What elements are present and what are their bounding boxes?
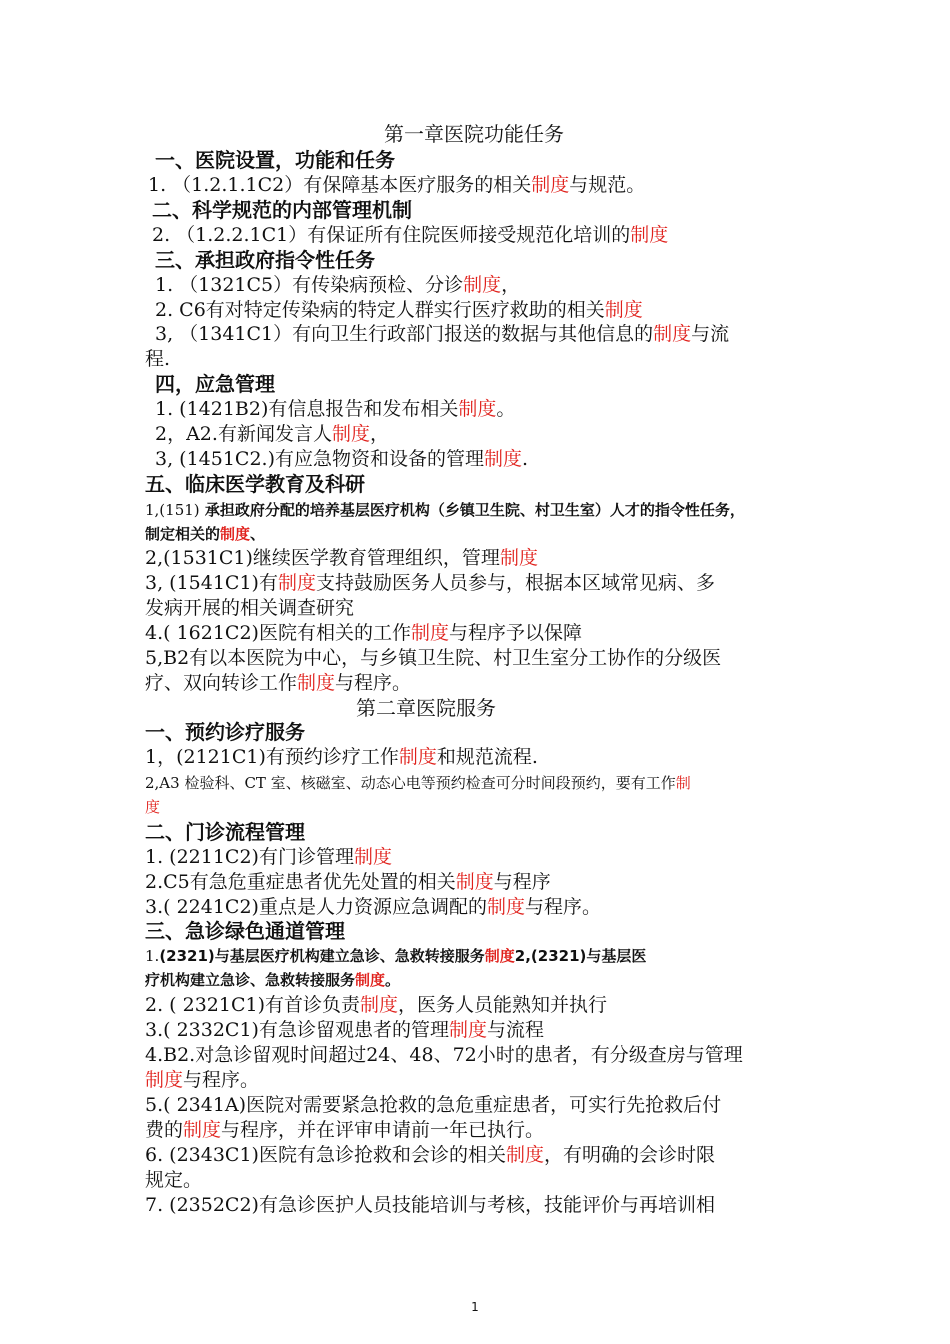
section-heading <box>155 148 395 172</box>
text-line <box>155 397 515 421</box>
text-line <box>145 745 538 769</box>
text-segment: 疗机构建立急诊、急救转接服务 <box>145 971 356 989</box>
text-line <box>145 621 582 645</box>
highlighted-term: 制度 <box>410 622 449 644</box>
highlighted-term: 制度 <box>653 323 692 345</box>
text-segment: 与程序予以保障 <box>449 622 583 644</box>
text-segment: 1. (1421B2)有信息报告和发布相关 <box>155 398 459 420</box>
section-heading <box>155 248 375 272</box>
text-line <box>145 571 715 595</box>
highlighted-term: 制度 <box>486 896 525 918</box>
text-line <box>155 447 528 471</box>
text-segment: 。 <box>385 971 401 989</box>
text-segment: 程. <box>145 348 171 370</box>
text-segment: ，医务人员能熟知并执行 <box>398 994 608 1016</box>
text-segment: 一、预约诊疗服务 <box>145 720 305 744</box>
highlighted-term: 制度 <box>463 274 502 296</box>
text-segment: 4.B2.对急诊留观时间超过24、48、72小时的患者，有分级查房与管理 <box>145 1044 743 1066</box>
text-segment: ， <box>501 274 521 296</box>
text-segment: 3, (1541C1)有 <box>145 572 278 594</box>
text-segment: 第一章医院功能任务 <box>384 122 564 146</box>
text-segment: 发病开展的相关调查研究 <box>145 597 355 619</box>
text-segment: 二、门诊流程管理 <box>145 820 305 844</box>
text-segment: 三、承担政府指令性任务 <box>155 248 375 272</box>
highlighted-term: 制度 <box>531 174 570 196</box>
highlighted-term: 制度 <box>505 1144 544 1166</box>
text-segment: 2,(2321)与基层医 <box>514 947 647 965</box>
highlighted-term: 制度 <box>277 572 316 594</box>
text-line <box>145 522 265 546</box>
text-line <box>155 422 389 446</box>
text-segment: 与流 <box>691 323 730 345</box>
text-segment: 1. （1321C5）有传染病预检、分诊 <box>155 274 464 296</box>
text-segment: 第二章医院服务 <box>356 696 496 720</box>
text-segment: 2. ( 2321C1)有首诊负责 <box>145 994 361 1016</box>
text-line <box>145 771 691 795</box>
section-heading <box>356 696 496 720</box>
highlighted-term: 制度 <box>484 947 515 965</box>
highlighted-term: 制度 <box>355 971 386 989</box>
text-line <box>145 596 354 620</box>
text-segment: 2. （1.2.2.1C1）有保证所有住院医师接受规范化培训的 <box>152 224 631 246</box>
text-line <box>145 1093 721 1117</box>
text-line <box>145 646 721 670</box>
text-segment: 3.( 2332C1)有急诊留观患者的管理 <box>145 1019 449 1041</box>
text-segment: 二、科学规范的内部管理机制 <box>152 198 412 222</box>
text-segment: 五、临床医学教育及科研 <box>145 472 365 496</box>
text-segment: 与程序。 <box>183 1069 260 1091</box>
text-segment: 一、医院设置，功能和任务 <box>155 148 395 172</box>
highlighted-term: 制度 <box>630 224 669 246</box>
text-segment: 5.( 2341A)医院对需要紧急抢救的急危重症患者，可实行先抢救后付 <box>145 1094 722 1116</box>
text-segment: 与程序 <box>493 871 551 893</box>
text-segment: 1，(2121C1)有预约诊疗工作 <box>145 746 399 768</box>
text-line <box>145 546 538 570</box>
text-segment: 支持鼓励医务人员参与，根据本区域常见病、多 <box>316 572 716 594</box>
text-line <box>145 1043 743 1067</box>
text-segment: 与程序，并在评审申请前一年已执行。 <box>221 1119 545 1141</box>
text-segment: 3, (1451C2.)有应急物资和设备的管理 <box>155 448 485 470</box>
text-segment: 1,(151) <box>145 501 200 519</box>
section-heading <box>145 472 365 496</box>
text-line <box>145 1193 715 1217</box>
text-segment: 1. （1.2.1.1C2）有保障基本医疗服务的相关 <box>148 174 532 196</box>
highlighted-term: 制度 <box>455 871 494 893</box>
text-line <box>145 795 160 819</box>
text-line <box>145 1068 259 1092</box>
text-line <box>145 1143 715 1167</box>
section-heading <box>384 122 564 146</box>
highlighted-term: 制度 <box>448 1019 487 1041</box>
text-segment: 3, （1341C1）有向卫生行政部门报送的数据与其他信息的 <box>155 323 654 345</box>
section-heading <box>145 919 345 943</box>
text-line <box>145 1168 202 1192</box>
highlighted-term: 制度 <box>484 448 523 470</box>
text-line <box>145 993 607 1017</box>
section-heading <box>152 198 412 222</box>
text-line <box>145 944 646 968</box>
highlighted-term: 制度 <box>297 672 336 694</box>
highlighted-term: 制度 <box>458 398 497 420</box>
text-line <box>145 1018 544 1042</box>
text-line <box>145 347 170 371</box>
text-segment: 承担政府分配的培养基层医疗机构（乡镇卫生院、村卫生室）人才的指令性任务， <box>199 501 745 519</box>
text-line <box>155 322 729 346</box>
text-line <box>145 845 392 869</box>
text-line <box>145 968 400 992</box>
text-segment: 2，A2.有新闻发言人 <box>155 423 332 445</box>
text-segment: 。 <box>496 398 516 420</box>
text-line <box>155 298 643 322</box>
highlighted-term: 制度 <box>353 846 392 868</box>
text-segment: 4.( 1621C2)医院有相关的工作 <box>145 622 411 644</box>
text-segment: 疗、双向转诊工作 <box>145 672 298 694</box>
text-line <box>145 1118 544 1142</box>
text-segment: (2321)与基层医疗机构建立急诊、急救转接服务 <box>159 947 485 965</box>
highlighted-term: 制 <box>675 774 691 792</box>
highlighted-term: 制度 <box>220 525 251 543</box>
text-line <box>152 223 668 247</box>
highlighted-term: 制度 <box>499 547 538 569</box>
text-segment: 2,A3 检验科、CT 室、核磁室、动态心电等预约检查可分时间段预约，要有工作 <box>145 774 676 792</box>
text-line <box>145 870 551 894</box>
highlighted-term: 制度 <box>183 1119 222 1141</box>
text-line <box>145 671 411 695</box>
text-segment: 四，应急管理 <box>155 372 275 396</box>
text-segment: 1. (2211C2)有门诊管理 <box>145 846 354 868</box>
section-heading <box>145 720 305 744</box>
highlighted-term: 制度 <box>331 423 370 445</box>
text-segment: ， <box>369 423 389 445</box>
text-segment: 与流程 <box>487 1019 545 1041</box>
highlighted-term: 制度 <box>360 994 399 1016</box>
text-segment: 2. C6有对特定传染病的特定人群实行医疗救助的相关 <box>155 299 605 321</box>
text-line <box>148 173 645 197</box>
text-segment: 7. (2352C2)有急诊医护人员技能培训与考核，技能评价与再培训相 <box>145 1194 715 1216</box>
highlighted-term: 制度 <box>604 299 643 321</box>
text-segment: 2.C5有急危重症患者优先处置的相关 <box>145 871 456 893</box>
highlighted-term: 制度 <box>145 1069 184 1091</box>
page-number: 1 <box>471 1300 479 1314</box>
text-segment: . <box>522 448 529 470</box>
highlighted-term: 制度 <box>398 746 437 768</box>
text-segment: 、 <box>250 525 266 543</box>
text-segment: 1. <box>145 947 160 965</box>
text-segment: 费的 <box>145 1119 184 1141</box>
text-segment: 与程序。 <box>335 672 412 694</box>
text-line <box>145 895 601 919</box>
text-segment: 3.( 2241C2)重点是人力资源应急调配的 <box>145 896 487 918</box>
text-line <box>155 273 520 297</box>
text-segment: 制定相关的 <box>145 525 221 543</box>
text-segment: 与规范。 <box>569 174 646 196</box>
text-line <box>145 498 745 522</box>
text-segment: 5,B2有以本医院为中心，与乡镇卫生院、村卫生室分工协作的分级医 <box>145 647 722 669</box>
text-segment: 6. (2343C1)医院有急诊抢救和会诊的相关 <box>145 1144 506 1166</box>
section-heading <box>145 820 305 844</box>
text-segment: 三、急诊绿色通道管理 <box>145 919 345 943</box>
text-segment: 规定。 <box>145 1169 203 1191</box>
section-heading <box>155 372 275 396</box>
text-segment: 和规范流程. <box>436 746 538 768</box>
text-segment: ，有明确的会诊时限 <box>544 1144 716 1166</box>
text-segment: 与程序。 <box>525 896 602 918</box>
text-segment: 2,(1531C1)继续医学教育管理组织，管理 <box>145 547 500 569</box>
highlighted-term: 度 <box>145 798 161 816</box>
